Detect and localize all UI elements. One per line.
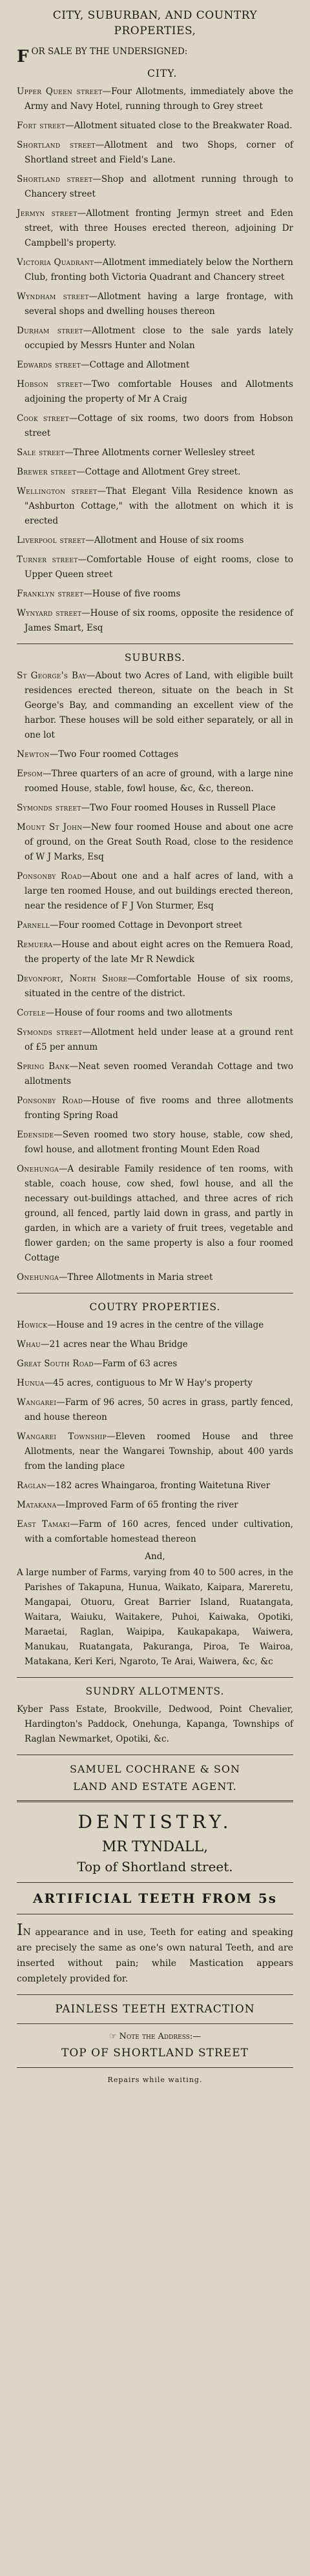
listing-description: —House and 19 acres in the centre of the village [47, 1320, 264, 1330]
sundry-paragraph: Kyber Pass Estate, Brookville, Dedwood, Point Chevalier, Hardington's Paddock, Onehunga, Kapanga, Townships of Raglan Newmarket, Opotiki, &c. [17, 1704, 293, 1744]
listing-location: Whau [17, 1339, 41, 1350]
divider [17, 1677, 293, 1678]
listing-entry [17, 324, 293, 353]
listing-location: Symonds street [17, 1027, 83, 1037]
listing-entry [17, 206, 293, 251]
listing-location: Wangarei [17, 1397, 57, 1408]
listing-entry [17, 411, 293, 441]
listing-description: —Seven roomed two story house, stable, cow shed, fowl house, and allotment fronting Mount Eden Road [25, 1130, 293, 1155]
listing-location: Remuera [17, 939, 53, 950]
listing-location: Fort street [17, 121, 66, 131]
listing-location: St George's Bay [17, 671, 87, 681]
divider [17, 1994, 293, 1995]
listing-entry [17, 138, 293, 168]
divider [17, 1882, 293, 1883]
listing-description: —About one and a half acres of land, with a large ten roomed House, and out buildings erected thereon, near the residence of F J Von Sturmer, Esq [25, 871, 294, 911]
listing-description: —Eleven roomed House and three Allotments, near the Wangarei Township, about 400 yards from the landing place [25, 1431, 293, 1471]
listing-location: Onehunga [17, 1164, 59, 1174]
listing-location: Wellington street [17, 486, 98, 497]
listing-location: Matakana [17, 1500, 57, 1510]
listing-entry [17, 1059, 293, 1089]
listing-description: —Three quarters of an acre of ground, with a large nine roomed House, stable, fowl house, &c, &c, thereon. [25, 769, 293, 794]
listing-entry [17, 553, 293, 582]
listing-description: —182 acres Whaingaroa, fronting Waitetuna River [46, 1480, 271, 1491]
listing-location: Durham street [17, 326, 83, 336]
listing-location: Mount St John [17, 822, 83, 832]
listing-entry [17, 1395, 293, 1425]
listing-description: —Two Four roomed Cottages [49, 749, 179, 760]
listing-description: —House of six rooms, opposite the residence of James Smart, Esq [25, 608, 293, 633]
listing-entry [17, 119, 293, 133]
listing-description: —Neat seven roomed Verandah Cottage and two allotments [25, 1061, 294, 1086]
listing-entry [17, 533, 293, 548]
listing-location: Spring Bank [17, 1061, 70, 1072]
listing-location: Wangarei Township [17, 1431, 107, 1442]
listing-location: East Tamaki [17, 1519, 70, 1529]
listing-location: Shortland street [17, 174, 93, 184]
listing-location: Hunua [17, 1378, 45, 1388]
listing-description: —House of five rooms [83, 589, 181, 599]
listing-location: Newton [17, 749, 50, 760]
listing-description: —Allotment having a large frontage, with several shops and dwelling houses thereon [25, 291, 293, 317]
listing-location: Upper Queen street [17, 86, 103, 97]
listing-description: —Allotment and House of six rooms [85, 535, 244, 546]
divider [17, 2023, 293, 2024]
listing-location: Brewer street [17, 467, 77, 477]
listing-description: —Allotment held under lease at a ground rent of £5 per annum [25, 1027, 293, 1052]
listing-entry [17, 1498, 293, 1513]
listing-entry [17, 1094, 293, 1123]
listing-entry [17, 172, 293, 202]
listing-entry [17, 869, 293, 914]
listing-description: —House of five rooms and three allotments fronting Spring Road [25, 1096, 293, 1121]
dentistry-paragraph [17, 1922, 293, 1987]
listing-entry [17, 358, 293, 373]
listing-entry [17, 1318, 293, 1333]
listing-entry [17, 1517, 293, 1547]
listing-description: —Allotment situated close to the Breakwater Road. [65, 121, 293, 131]
listing-location: Devonport, North Shore [17, 974, 128, 984]
listing-entry [17, 1162, 293, 1266]
intro-text: OR SALE BY THE UNDERSIGNED: [31, 46, 188, 57]
listing-entry [17, 290, 293, 319]
listing-description: —Two Four roomed Houses in Russell Place [81, 803, 276, 813]
listing-description: —Farm of 160 acres, fenced under cultivation, with a comfortable homestead thereon [25, 1519, 293, 1544]
intro-dropcap: F [17, 47, 29, 66]
listing-description: —House and about eight acres on the Remuera Road, the property of the late Mr R Newdick [25, 939, 293, 965]
listing-description: —House of four rooms and two allotments [45, 1008, 232, 1018]
para-dropcap: I [17, 1921, 23, 1939]
city-heading: CITY. [147, 68, 178, 79]
listing-description: —Farm of 96 acres, 50 acres in grass, partly fenced, and house thereon [25, 1397, 293, 1422]
listing-description: —Cottage and Allotment Grey street. [76, 467, 241, 477]
painless-extraction: PAINLESS TEETH EXTRACTION [55, 2003, 255, 2016]
listing-location: Cook street [17, 413, 69, 424]
farms-paragraph: A large number of Farms, varying from 40 to 500 acres, in the Parishes of Takapuna, Hunua, Waikato, Kaipara, Mareretu, Mangapai, Otuoru, Great Barrier Island, Ruatangata, Waitara, Waiuku, Waitakere, Puhoi, Kaiwaka, Opotiki, Maraetai, Raglan, Waipipa, Kaukapakapa, Waiwera, Manukau, Ruatangata, Pakuranga, Piroa, Te Wairoa, Matakana, Keri Keri, Ngaroto, Te Arai, Waiwera, &c, &c [17, 1568, 293, 1667]
listing-description: —That Elegant Villa Residence known as "Ashburton Cottage," with the allotment on which it is erected [25, 486, 293, 526]
listing-location: Wynyard street [17, 608, 82, 618]
listing-entry [17, 465, 293, 480]
listing-description: —21 acres near the Whau Bridge [41, 1339, 188, 1350]
listing-description: —Allotment close to the sale yards lately occupied by Messrs Hunter and Nolan [25, 326, 293, 351]
listing-entry [17, 1025, 293, 1055]
listing-location: Shortland street [17, 140, 96, 150]
listing-entry [17, 938, 293, 967]
listing-entry [17, 1337, 293, 1352]
listing-description: —Two comfortable Houses and Allotments adjoining the property of Mr A Craig [25, 379, 293, 404]
listing-description: —Comfortable House of eight rooms, close to Upper Queen street [25, 555, 293, 580]
listing-description: —Allotment and two Shops, corner of Shortland street and Field's Lane. [25, 140, 293, 165]
listing-entry [17, 747, 293, 762]
listing-entry [17, 972, 293, 1001]
listing-description: —Four roomed Cottage in Devonport street [49, 920, 242, 930]
listing-description: —Shop and allotment running through to Chancery street [25, 174, 293, 199]
dentist-name: MR TYNDALL, [101, 1839, 209, 1855]
listing-entry [17, 767, 293, 796]
listing-entry [17, 820, 293, 865]
listing-description: —A desirable Family residence of ten rooms, with stable, coach house, cow shed, fowl house, and all the necessary out-buildings attached, and three acres of rich ground, all fenced, partly laid down in grass, and partly in garden, in which are a variety of fruit trees, vegetable and flower garden; on the same property is also a four roomed Cottage [25, 1164, 293, 1263]
listing-description: —Allotment fronting Jermyn street and Eden street, with three Houses erected thereon, adjoining Dr Campbell's property. [25, 208, 293, 248]
listing-entry [17, 669, 293, 743]
listing-entry [17, 1128, 293, 1157]
listing-description: —Three Allotments corner Wellesley street [64, 447, 255, 458]
listing-location: Wyndham street [17, 291, 89, 302]
dentistry-heading: DENTISTRY. [78, 1811, 232, 1833]
listing-entry [17, 1376, 293, 1391]
listing-description: —Cottage of six rooms, two doors from Hobson street [25, 413, 293, 438]
listing-entry [17, 606, 293, 636]
listing-location: Victoria Quadrant [17, 257, 94, 268]
listing-location: Raglan [17, 1480, 47, 1491]
listing-entry [17, 1270, 293, 1285]
para-text: N appearance and in use, Teeth for eating and speaking are precisely the same as one's own natural Teeth, and are inserted without pain; while Mastication appears completely provided for. [17, 1927, 293, 1984]
city-list [17, 84, 293, 636]
listing-entry [17, 446, 293, 460]
listing-location: Franklyn street [17, 589, 84, 599]
firm-role: LAND AND ESTATE AGENT. [73, 1780, 237, 1793]
listing-location: Ponsonby Road [17, 1096, 83, 1106]
listing-entry [17, 1006, 293, 1021]
suburbs-list [17, 669, 293, 1285]
listing-location: Liverpool street [17, 535, 86, 546]
country-list [17, 1318, 293, 1547]
listing-entry [17, 484, 293, 529]
listing-location: Turner street [17, 555, 78, 565]
listing-entry [17, 255, 293, 285]
listing-description: —Four Allotments, immediately above the Army and Navy Hotel, running through to Grey street [25, 86, 293, 112]
ad-subtitle: PROPERTIES, [114, 25, 196, 37]
repairs-note: Repairs while waiting. [107, 2076, 203, 2084]
sundry-heading: SUNDRY ALLOTMENTS. [85, 1686, 225, 1697]
listing-description: —Farm of 63 acres [93, 1359, 178, 1369]
firm-name: SAMUEL COCHRANE & SON [69, 1763, 241, 1775]
listing-description: —About two Acres of Land, with eligible built residences erected thereon, situate on the beach in St George's Bay, and commanding an excellent view of the harbor. These houses will be sold either separately, or all in one lot [25, 671, 293, 740]
listing-location: Edwards street [17, 360, 81, 370]
suburbs-heading: SUBURBS. [124, 652, 186, 664]
listing-description: —Allotment immediately below the Northern Club, fronting both Victoria Quadrant and Chancery street [25, 257, 293, 282]
ad-intro [17, 44, 293, 66]
listing-description: —45 acres, contiguous to Mr W Hay's property [44, 1378, 253, 1388]
listing-description: —Improved Farm of 65 fronting the river [56, 1500, 238, 1510]
listing-entry [17, 918, 293, 933]
listing-location: Sale street [17, 447, 65, 458]
listing-location: Great South Road [17, 1359, 94, 1369]
listing-location: Jermyn street [17, 208, 78, 219]
listing-entry [17, 84, 293, 114]
divider [17, 2067, 293, 2068]
address-note: ☞ Note the Address:— [108, 2032, 202, 2041]
listing-location: Onehunga [17, 1272, 59, 1283]
listing-location: Cotele [17, 1008, 46, 1018]
ad-title: CITY, SUBURBAN, AND COUNTRY [52, 9, 258, 22]
and-label: And, [145, 1551, 165, 1562]
listing-location: Epsom [17, 769, 43, 779]
listing-location: Howick [17, 1320, 48, 1330]
divider-double [17, 1800, 293, 1802]
listing-entry [17, 801, 293, 816]
listing-description: —New four roomed House and about one acre of ground, on the Great South Road, close to the residence of W J Marks, Esq [25, 822, 293, 862]
dentist-location: Top of Shortland street. [77, 1859, 233, 1874]
listing-entry [17, 377, 293, 407]
listing-entry [17, 1479, 293, 1493]
listing-location: Hobson street [17, 379, 83, 389]
listing-description: —Cottage and Allotment [81, 360, 190, 370]
listing-entry [17, 1430, 293, 1474]
listing-description: —Comfortable House of six rooms, situated in the centre of the district. [25, 974, 293, 999]
country-heading: COUTRY PROPERTIES. [89, 1301, 221, 1313]
listing-location: Edenside [17, 1130, 54, 1140]
listing-description: —Three Allotments in Maria street [58, 1272, 213, 1283]
listing-location: Symonds street [17, 803, 81, 813]
address-line: TOP OF SHORTLAND STREET [61, 2047, 249, 2060]
listing-location: Parnell [17, 920, 50, 930]
listing-entry [17, 1357, 293, 1372]
listing-entry [17, 587, 293, 602]
listing-location: Ponsonby Road [17, 871, 82, 881]
artificial-teeth-line: ARTIFICIAL TEETH FROM 5s [32, 1891, 278, 1906]
